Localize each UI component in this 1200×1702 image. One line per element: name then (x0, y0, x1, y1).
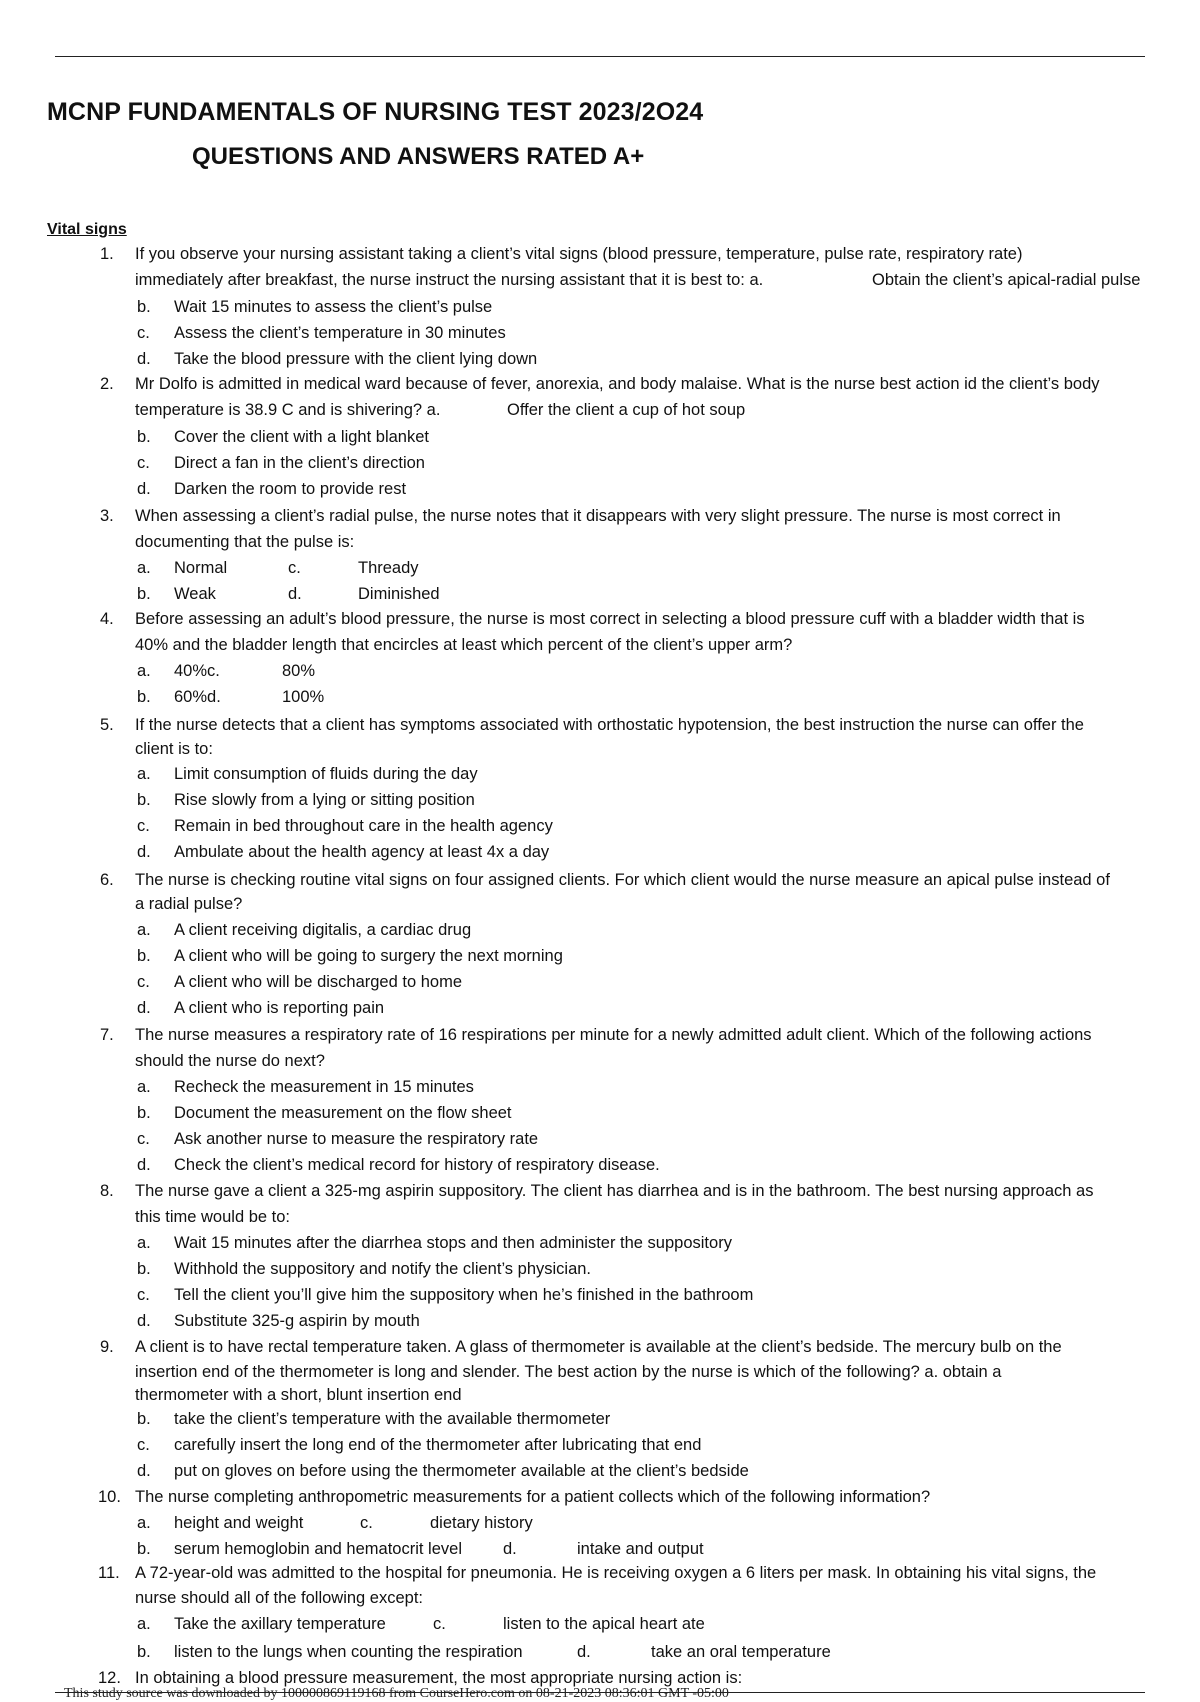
question-text-line: In obtaining a blood pressure measurement, the most appropriate nursing action is: (135, 1669, 743, 1687)
question-number: 1. (100, 245, 114, 263)
question-text-line: immediately after breakfast, the nurse instruct the nursing assistant that it is best to: a. (135, 271, 764, 289)
question-text-line: A client is to have rectal temperature taken. A glass of thermometer is available at the client’s bedside. The mercury bulb on the (135, 1338, 1062, 1356)
option-letter: c. (433, 1615, 446, 1633)
option-text: Darken the room to provide rest (174, 480, 407, 498)
option-text: Withhold the suppository and notify the client’s physician. (174, 1260, 592, 1278)
question-text-line: Before assessing an adult’s blood pressure, the nurse is most correct in selecting a blood pressure cuff with a bladder width that is (135, 610, 1085, 628)
option-letter: b. (137, 688, 151, 706)
option-letter: d. (137, 1312, 151, 1330)
option-letter: c. (288, 559, 301, 577)
option-text: A client who will be discharged to home (174, 973, 462, 991)
option-text: 60%d. (174, 688, 221, 706)
option-letter: d. (577, 1643, 591, 1661)
question-number: 3. (100, 507, 114, 525)
question-number: 10. (98, 1488, 121, 1506)
download-footer: This study source was downloaded by 100000869119168 from CourseHero.com on 08-21-2023 08:36:01 GMT -05:00 (64, 1686, 729, 1701)
option-letter: b. (137, 1410, 151, 1428)
question-number: 5. (100, 716, 114, 734)
option-letter: b. (137, 1540, 151, 1558)
option-text: Wait 15 minutes to assess the client’s pulse (174, 298, 493, 316)
option-letter: d. (137, 1156, 151, 1174)
option-letter: b. (137, 1260, 151, 1278)
option-text: Weak (174, 585, 216, 603)
question-text-line: The nurse measures a respiratory rate of 16 respirations per minute for a newly admitted adult client. Which of the following actions (135, 1026, 1092, 1044)
option-text: Remain in bed throughout care in the health agency (174, 817, 553, 835)
option-letter: c. (137, 454, 150, 472)
option-text: take an oral temperature (651, 1643, 831, 1661)
question-text-line: nurse should all of the following except: (135, 1589, 424, 1607)
document-subtitle: QUESTIONS AND ANSWERS RATED A+ (192, 143, 645, 170)
question-number: 7. (100, 1026, 114, 1044)
option-text: A client receiving digitalis, a cardiac drug (174, 921, 472, 939)
option-letter: c. (137, 973, 150, 991)
option-text: Take the blood pressure with the client lying down (174, 350, 538, 368)
option-letter: d. (137, 1462, 151, 1480)
option-text: Direct a fan in the client’s direction (174, 454, 425, 472)
option-letter: a. (137, 1234, 151, 1252)
option-letter: a. (137, 1514, 151, 1532)
question-text-line: When assessing a client’s radial pulse, the nurse notes that it disappears with very slight pressure. The nurse is most correct in (135, 507, 1061, 525)
option-text: 100% (282, 688, 325, 706)
option-letter: b. (137, 428, 151, 446)
option-letter: d. (137, 480, 151, 498)
question-text-line: The nurse is checking routine vital signs on four assigned clients. For which client would the nurse measure an apical pulse instead of (135, 871, 1110, 889)
option-text: dietary history (430, 1514, 533, 1532)
question-number: 12. (98, 1669, 121, 1687)
option-text: A client who is reporting pain (174, 999, 385, 1017)
option-text: Diminished (358, 585, 440, 603)
question-number: 9. (100, 1338, 114, 1356)
option-text: Thready (358, 559, 419, 577)
question-text-line: Mr Dolfo is admitted in medical ward because of fever, anorexia, and body malaise. What is the nurse best action id the client’s body (135, 375, 1100, 393)
option-letter: d. (137, 999, 151, 1017)
option-text: Check the client’s medical record for history of respiratory disease. (174, 1156, 660, 1174)
question-text-line: If you observe your nursing assistant taking a client’s vital signs (blood pressure, temperature, pulse rate, respiratory rate) (135, 245, 1023, 263)
option-text: Ambulate about the health agency at least 4x a day (174, 843, 550, 861)
question-text-line: a radial pulse? (135, 895, 243, 913)
option-letter: a. (137, 921, 151, 939)
question-inline-answer: Offer the client a cup of hot soup (507, 401, 746, 419)
question-number: 8. (100, 1182, 114, 1200)
option-text: Rise slowly from a lying or sitting position (174, 791, 475, 809)
option-text: Recheck the measurement in 15 minutes (174, 1078, 474, 1096)
option-text: height and weight (174, 1514, 304, 1532)
question-text-line: temperature is 38.9 C and is shivering? a. (135, 401, 441, 419)
option-text: listen to the apical heart ate (503, 1615, 705, 1633)
option-letter: d. (137, 843, 151, 861)
question-text-line: this time would be to: (135, 1208, 290, 1226)
option-letter: d. (137, 350, 151, 368)
option-letter: c. (137, 324, 150, 342)
question-text-line: documenting that the pulse is: (135, 533, 355, 551)
question-number: 6. (100, 871, 114, 889)
question-text-line: insertion end of the thermometer is long and slender. The best action by the nurse is which of the following? a. obtain a (135, 1363, 1002, 1381)
question-text-line: thermometer with a short, blunt insertion end (135, 1386, 462, 1404)
option-letter: b. (137, 947, 151, 965)
option-text: Assess the client’s temperature in 30 minutes (174, 324, 506, 342)
option-letter: a. (137, 765, 151, 783)
option-text: carefully insert the long end of the thermometer after lubricating that end (174, 1436, 702, 1454)
option-letter: d. (503, 1540, 517, 1558)
question-number: 4. (100, 610, 114, 628)
option-letter: b. (137, 791, 151, 809)
question-text-line: The nurse gave a client a 325-mg aspirin suppository. The client has diarrhea and is in the bathroom. The best nursing approach as (135, 1182, 1094, 1200)
option-text: take the client’s temperature with the available thermometer (174, 1410, 611, 1428)
question-text-line: 40% and the bladder length that encircles at least which percent of the client’s upper arm? (135, 636, 793, 654)
option-text: Substitute 325-g aspirin by mouth (174, 1312, 420, 1330)
option-text: Cover the client with a light blanket (174, 428, 429, 446)
question-number: 2. (100, 375, 114, 393)
option-text: Ask another nurse to measure the respiratory rate (174, 1130, 539, 1148)
question-text-line: client is to: (135, 740, 213, 758)
option-letter: b. (137, 1104, 151, 1122)
option-letter: b. (137, 1643, 151, 1661)
option-text: 80% (282, 662, 316, 680)
option-text: A client who will be going to surgery the next morning (174, 947, 563, 965)
option-text: Take the axillary temperature (174, 1615, 386, 1633)
question-text-line: The nurse completing anthropometric measurements for a patient collects which of the following information? (135, 1488, 931, 1506)
option-letter: c. (137, 1436, 150, 1454)
option-letter: a. (137, 1615, 151, 1633)
option-letter: a. (137, 1078, 151, 1096)
section-heading: Vital signs (47, 221, 127, 238)
option-letter: d. (288, 585, 302, 603)
question-text-line: A 72-year-old was admitted to the hospital for pneumonia. He is receiving oxygen a 6 liters per mask. In obtaining his vital signs, the (135, 1564, 1097, 1582)
question-text-line: should the nurse do next? (135, 1052, 325, 1070)
option-text: listen to the lungs when counting the respiration (174, 1643, 523, 1661)
document-title: MCNP FUNDAMENTALS OF NURSING TEST 2023/2O24 (47, 98, 704, 126)
option-letter: b. (137, 585, 151, 603)
option-text: 40%c. (174, 662, 220, 680)
option-letter: c. (137, 1286, 150, 1304)
option-letter: c. (360, 1514, 373, 1532)
option-text: intake and output (577, 1540, 704, 1558)
option-text: Limit consumption of fluids during the day (174, 765, 478, 783)
question-number: 11. (98, 1564, 120, 1582)
top-divider (55, 56, 1145, 57)
option-text: Document the measurement on the flow sheet (174, 1104, 512, 1122)
option-text: Tell the client you’ll give him the suppository when he’s finished in the bathroom (174, 1286, 754, 1304)
option-letter: c. (137, 817, 150, 835)
question-text-line: If the nurse detects that a client has symptoms associated with orthostatic hypotension, the best instruction the nurse can offer the (135, 716, 1084, 734)
option-letter: c. (137, 1130, 150, 1148)
option-text: serum hemoglobin and hematocrit level (174, 1540, 462, 1558)
option-text: put on gloves on before using the thermometer available at the client’s bedside (174, 1462, 749, 1480)
option-text: Normal (174, 559, 228, 577)
option-letter: a. (137, 559, 151, 577)
option-text: Wait 15 minutes after the diarrhea stops and then administer the suppository (174, 1234, 732, 1252)
option-letter: b. (137, 298, 151, 316)
option-letter: a. (137, 662, 151, 680)
question-inline-answer: Obtain the client’s apical-radial pulse (872, 271, 1141, 289)
